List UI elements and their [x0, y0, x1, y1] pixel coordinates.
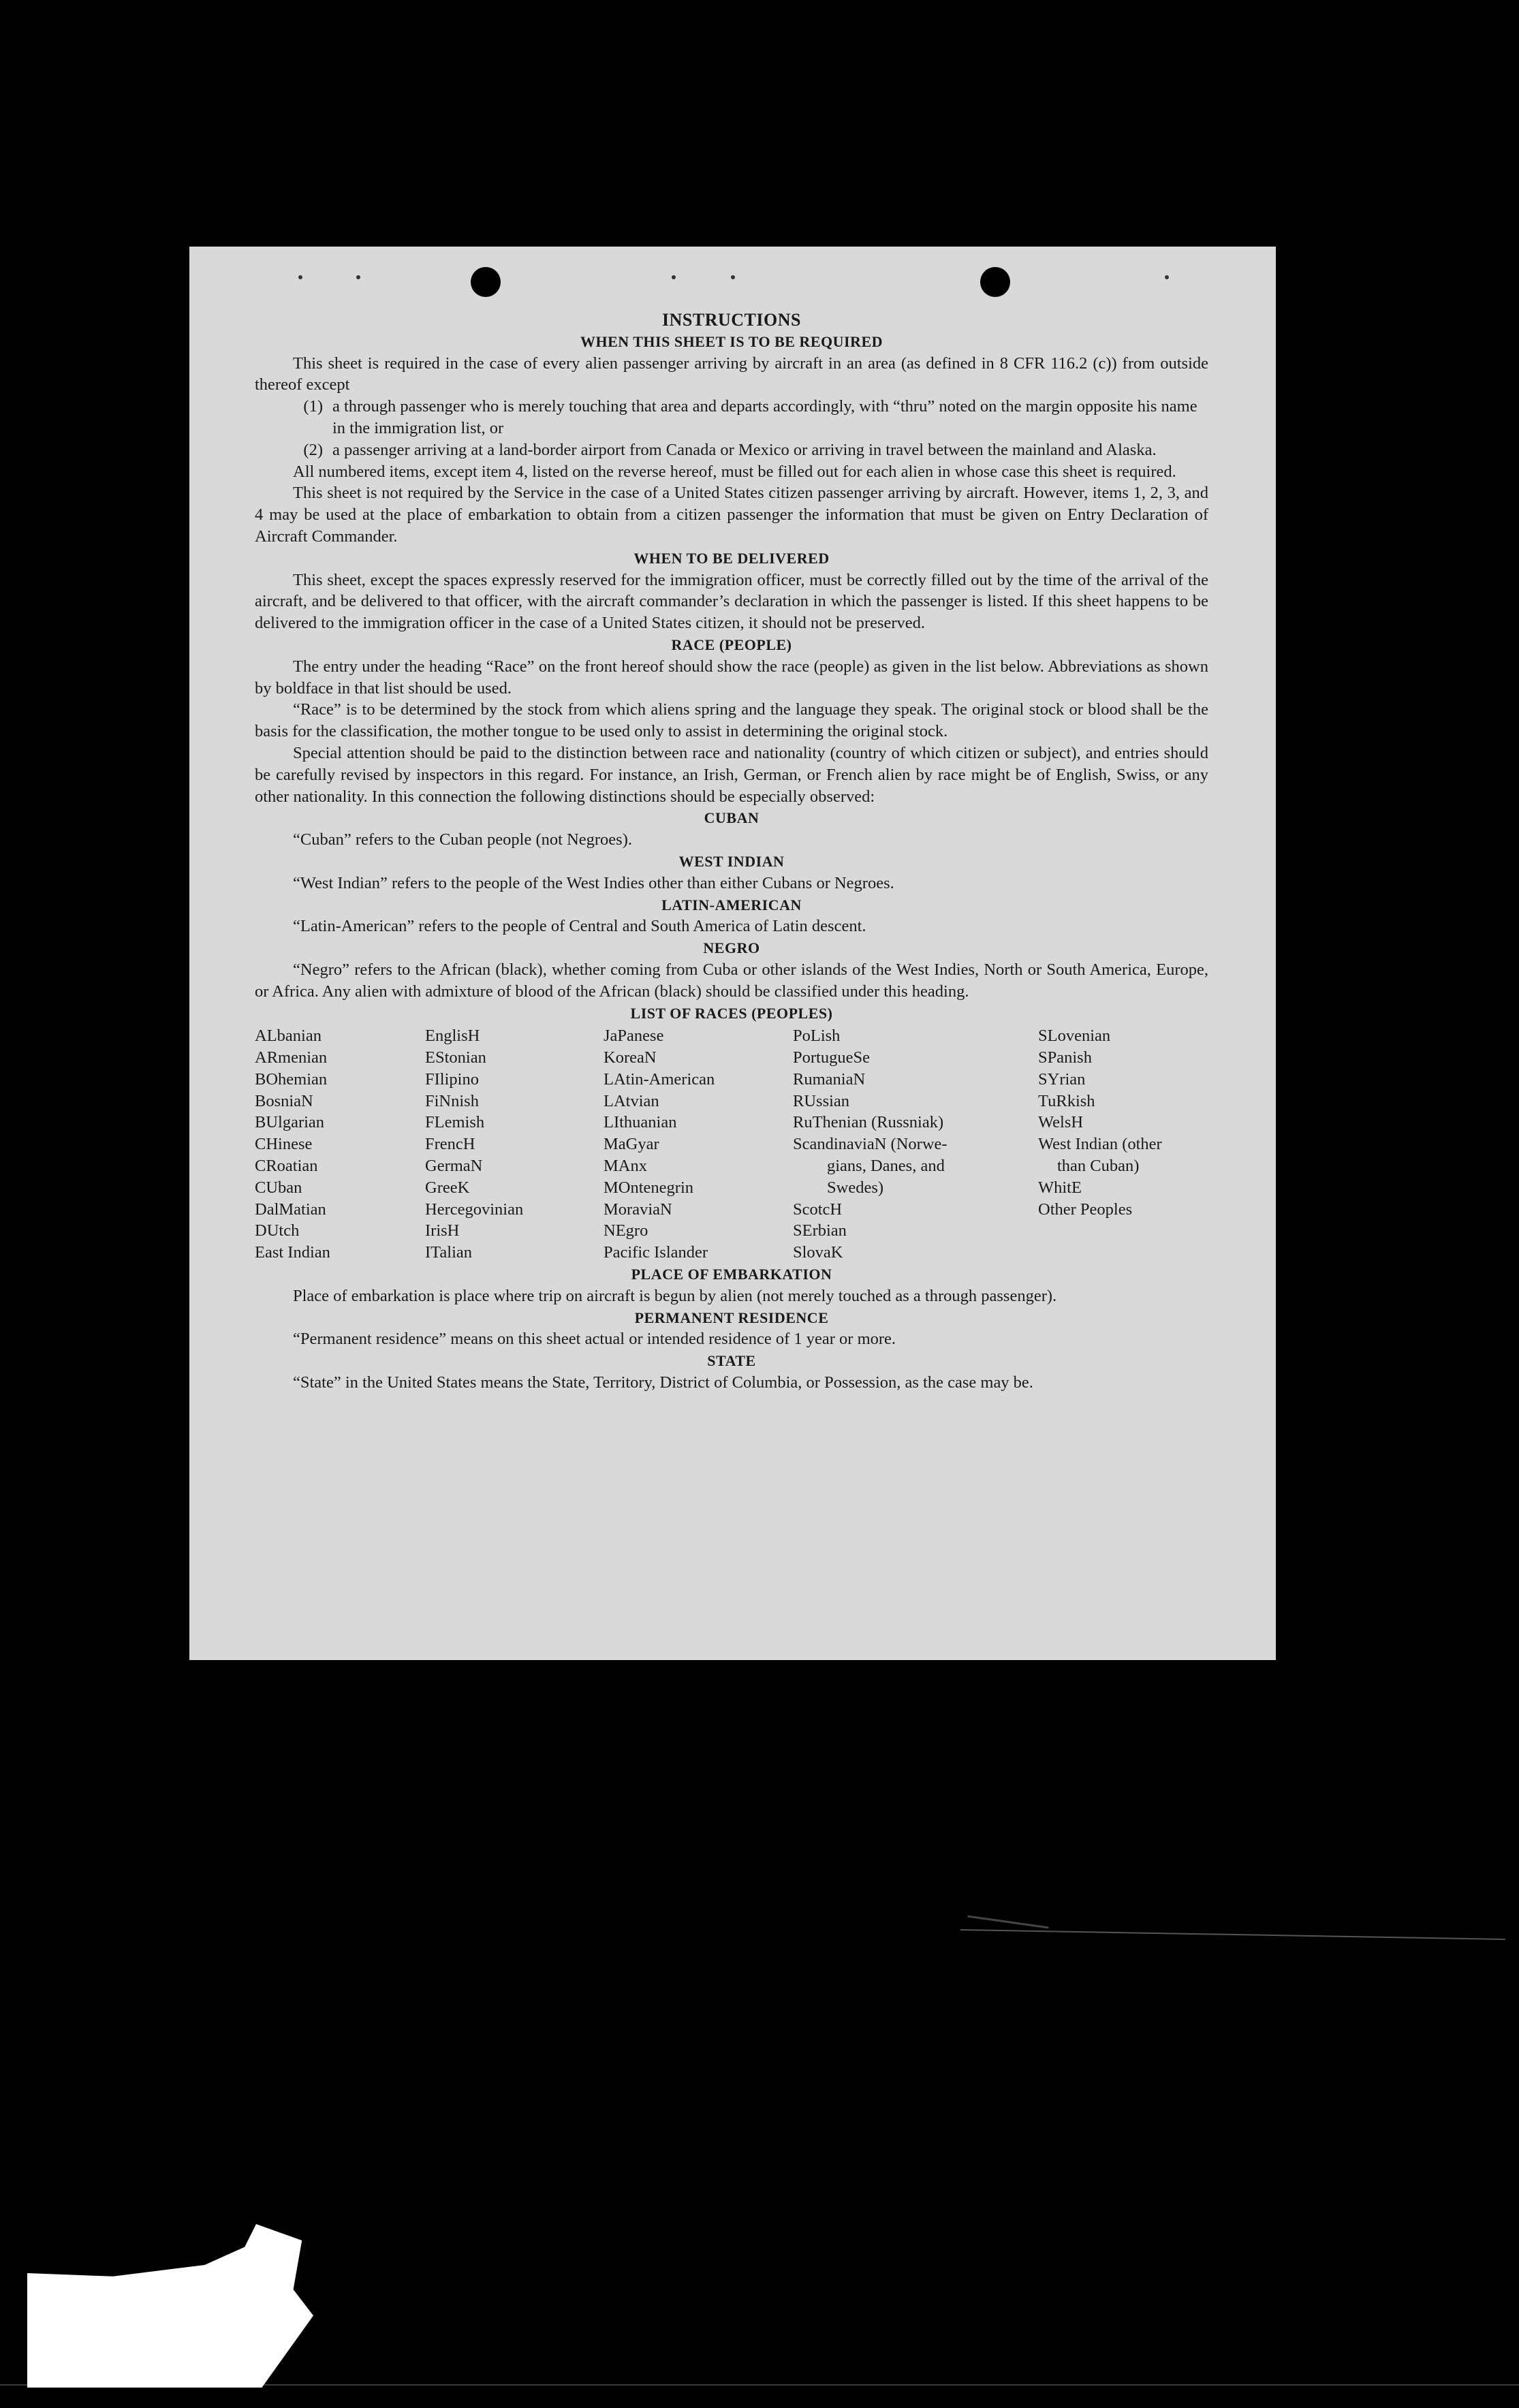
race-entry: FiNnish: [425, 1091, 479, 1110]
race-entry: MaGyar: [604, 1135, 659, 1154]
race-entry: SLovenian: [1038, 1027, 1111, 1046]
race-entry: RumaniaN: [793, 1069, 866, 1089]
race-entry: GermaN: [425, 1157, 483, 1176]
exception-item: [255, 396, 1208, 439]
race-entry: FLemish: [425, 1113, 485, 1132]
race-entry: JaPanese: [604, 1027, 664, 1046]
race-entry: SErbian: [793, 1221, 847, 1240]
race-entry: Swedes): [827, 1178, 884, 1197]
race-entry: Other Peoples: [1038, 1200, 1133, 1219]
speck: [731, 275, 735, 279]
paragraph: “West Indian” refers to the people of the West Indies other than either Cubans or Negroes.: [293, 873, 894, 892]
exception-item: [255, 439, 1208, 461]
paragraph: “Cuban” refers to the Cuban people (not Negroes).: [293, 830, 632, 849]
race-entry: MOntenegrin: [604, 1178, 693, 1197]
race-entry: than Cuban): [1057, 1157, 1140, 1176]
paper-scrap: [27, 2224, 313, 2388]
race-entry: LAtvian: [604, 1091, 659, 1110]
item-text: a passenger arriving at a land-border airport from Canada or Mexico or arriving in travel between the mainland and Alaska.: [332, 440, 1157, 459]
film-scratch: [967, 1916, 1048, 1929]
race-entry: GreeK: [425, 1178, 470, 1197]
race-entry: KoreaN: [604, 1048, 657, 1067]
section-heading-races-list: LIST OF RACES (PEOPLES): [630, 1004, 833, 1022]
item-number: (2): [303, 440, 323, 459]
races-column: [793, 1025, 1038, 1264]
section-heading-west-indian: WEST INDIAN: [678, 852, 785, 870]
race-entry: BosniaN: [255, 1091, 313, 1110]
section-heading-when-delivered: WHEN TO BE DELIVERED: [633, 549, 830, 567]
section-heading-negro: NEGRO: [703, 939, 760, 957]
race-entry: FIlipino: [425, 1069, 479, 1089]
section-heading-latin-american: LATIN-AMERICAN: [661, 896, 802, 913]
race-entry: DalMatian: [255, 1200, 326, 1219]
race-entry: LIthuanian: [604, 1113, 677, 1132]
races-list: [255, 1025, 1208, 1264]
race-entry: SPanish: [1038, 1048, 1092, 1067]
race-entry: FrencH: [425, 1135, 475, 1154]
paragraph: All numbered items, except item 4, listed on the reverse hereof, must be filled out for each alien in whose case this sheet is required.: [293, 462, 1176, 481]
race-entry: LAtin-American: [604, 1069, 715, 1089]
race-entry: BOhemian: [255, 1069, 328, 1089]
speck: [672, 275, 676, 279]
paragraph: This sheet is required in the case of every alien passenger arriving by aircraft in an area (as defined in 8 CFR 116.2 (c)) from outside thereof except: [255, 354, 1208, 394]
paragraph: The entry under the heading “Race” on the front hereof should show the race (people) as given in the list below. Abbreviations as shown by boldface in that list should be used.: [255, 657, 1208, 698]
races-column: [1038, 1025, 1208, 1264]
race-entry: ALbanian: [255, 1027, 322, 1046]
paragraph: This sheet, except the spaces expressly reserved for the immigration officer, must be correctly filled out by the time of the arrival of the aircraft, and be delivered to that officer, with the aircraft commander’s declaration in which the passenger is listed. If this sheet happens to be delivered to the immigration officer in the case of a United States citizen, it should not be preserved.: [255, 570, 1208, 633]
race-entry: Hercegovinian: [425, 1200, 524, 1219]
form-sheet: [189, 247, 1276, 1660]
race-entry: CRoatian: [255, 1157, 318, 1176]
races-column: [425, 1025, 604, 1264]
race-entry: PoLish: [793, 1027, 841, 1046]
speck: [298, 275, 302, 279]
section-heading-when-required: WHEN THIS SHEET IS TO BE REQUIRED: [580, 332, 883, 350]
race-entry: WelsH: [1038, 1113, 1084, 1132]
section-heading-embarkation: PLACE OF EMBARKATION: [631, 1266, 832, 1283]
race-entry: BUlgarian: [255, 1113, 325, 1132]
paragraph: “Latin-American” refers to the people of Central and South America of Latin descent.: [293, 917, 866, 936]
race-entry: SlovaK: [793, 1243, 843, 1262]
race-entry: TuRkish: [1038, 1091, 1095, 1110]
races-column: [604, 1025, 793, 1264]
page-title: INSTRUCTIONS: [662, 310, 801, 330]
section-heading-permanent-residence: PERMANENT RESIDENCE: [634, 1309, 829, 1326]
paragraph: “Race” is to be determined by the stock from which aliens spring and the language they speak. The original stock or blood shall be the basis for the classification, the mother tongue to be used only to assist in determining the original stock.: [255, 700, 1208, 741]
races-column: [255, 1025, 425, 1264]
race-entry: CHinese: [255, 1135, 313, 1154]
race-entry: EStonian: [425, 1048, 486, 1067]
speck: [1165, 275, 1169, 279]
speck: [356, 275, 360, 279]
race-entry: Pacific Islander: [604, 1243, 708, 1262]
paragraph: “State” in the United States means the State, Territory, District of Columbia, or Possession, as the case may be.: [293, 1373, 1033, 1392]
race-entry: West Indian (other: [1038, 1135, 1162, 1154]
race-entry: CUban: [255, 1178, 302, 1197]
race-entry: SYrian: [1038, 1069, 1086, 1089]
paragraph: Place of embarkation is place where trip on aircraft is begun by alien (not merely touched as a through passenger).: [293, 1286, 1057, 1305]
race-entry: gians, Danes, and: [827, 1157, 945, 1176]
race-entry: ARmenian: [255, 1048, 328, 1067]
section-heading-state: STATE: [707, 1352, 756, 1370]
race-entry: ScandinaviaN (Norwe-: [793, 1135, 948, 1154]
section-heading-race: RACE (PEOPLE): [671, 636, 792, 653]
film-scratch: [960, 1929, 1505, 1940]
race-entry: East Indian: [255, 1243, 330, 1262]
race-entry: WhitE: [1038, 1178, 1082, 1197]
race-entry: MAnx: [604, 1157, 647, 1176]
race-entry: NEgro: [604, 1221, 648, 1240]
paragraph: This sheet is not required by the Service in the case of a United States citizen passenger arriving by aircraft. However, items 1, 2, 3, and 4 may be used at the place of embarkation to obtain from a citizen passenger the information that must be given on Entry Declaration of Aircraft Commander.: [255, 484, 1208, 546]
instructions-content: [255, 309, 1208, 1394]
paragraph: “Permanent residence” means on this sheet actual or intended residence of 1 year or more.: [293, 1330, 896, 1349]
race-entry: PortugueSe: [793, 1048, 870, 1067]
race-entry: MoraviaN: [604, 1200, 672, 1219]
race-entry: IrisH: [425, 1221, 460, 1240]
item-text: a through passenger who is merely touching that area and departs accordingly, with “thru” noted on the margin opposite his name in the immigration list, or: [332, 397, 1197, 437]
item-number: (1): [303, 397, 323, 416]
race-entry: RUssian: [793, 1091, 850, 1110]
paragraph: “Negro” refers to the African (black), whether coming from Cuba or other islands of the West Indies, North or South America, Europe, or Africa. Any alien with admixture of blood of the African (black) should be classified under this heading.: [255, 960, 1208, 1001]
paragraph: Special attention should be paid to the distinction between race and nationality (country of which citizen or subject), and entries should be carefully revised by inspectors in this regard. For instance, an Irish, German, or French alien by race might be of English, Swiss, or any other nationality. In this connection the following distinctions should be especially observed:: [255, 743, 1208, 806]
race-entry: EnglisH: [425, 1027, 480, 1046]
section-heading-cuban: CUBAN: [704, 809, 760, 827]
punch-hole-left: [471, 267, 501, 297]
race-entry: DUtch: [255, 1221, 300, 1240]
race-entry: RuThenian (Russniak): [793, 1113, 944, 1132]
race-entry: ScotcH: [793, 1200, 843, 1219]
race-entry: ITalian: [425, 1243, 473, 1262]
